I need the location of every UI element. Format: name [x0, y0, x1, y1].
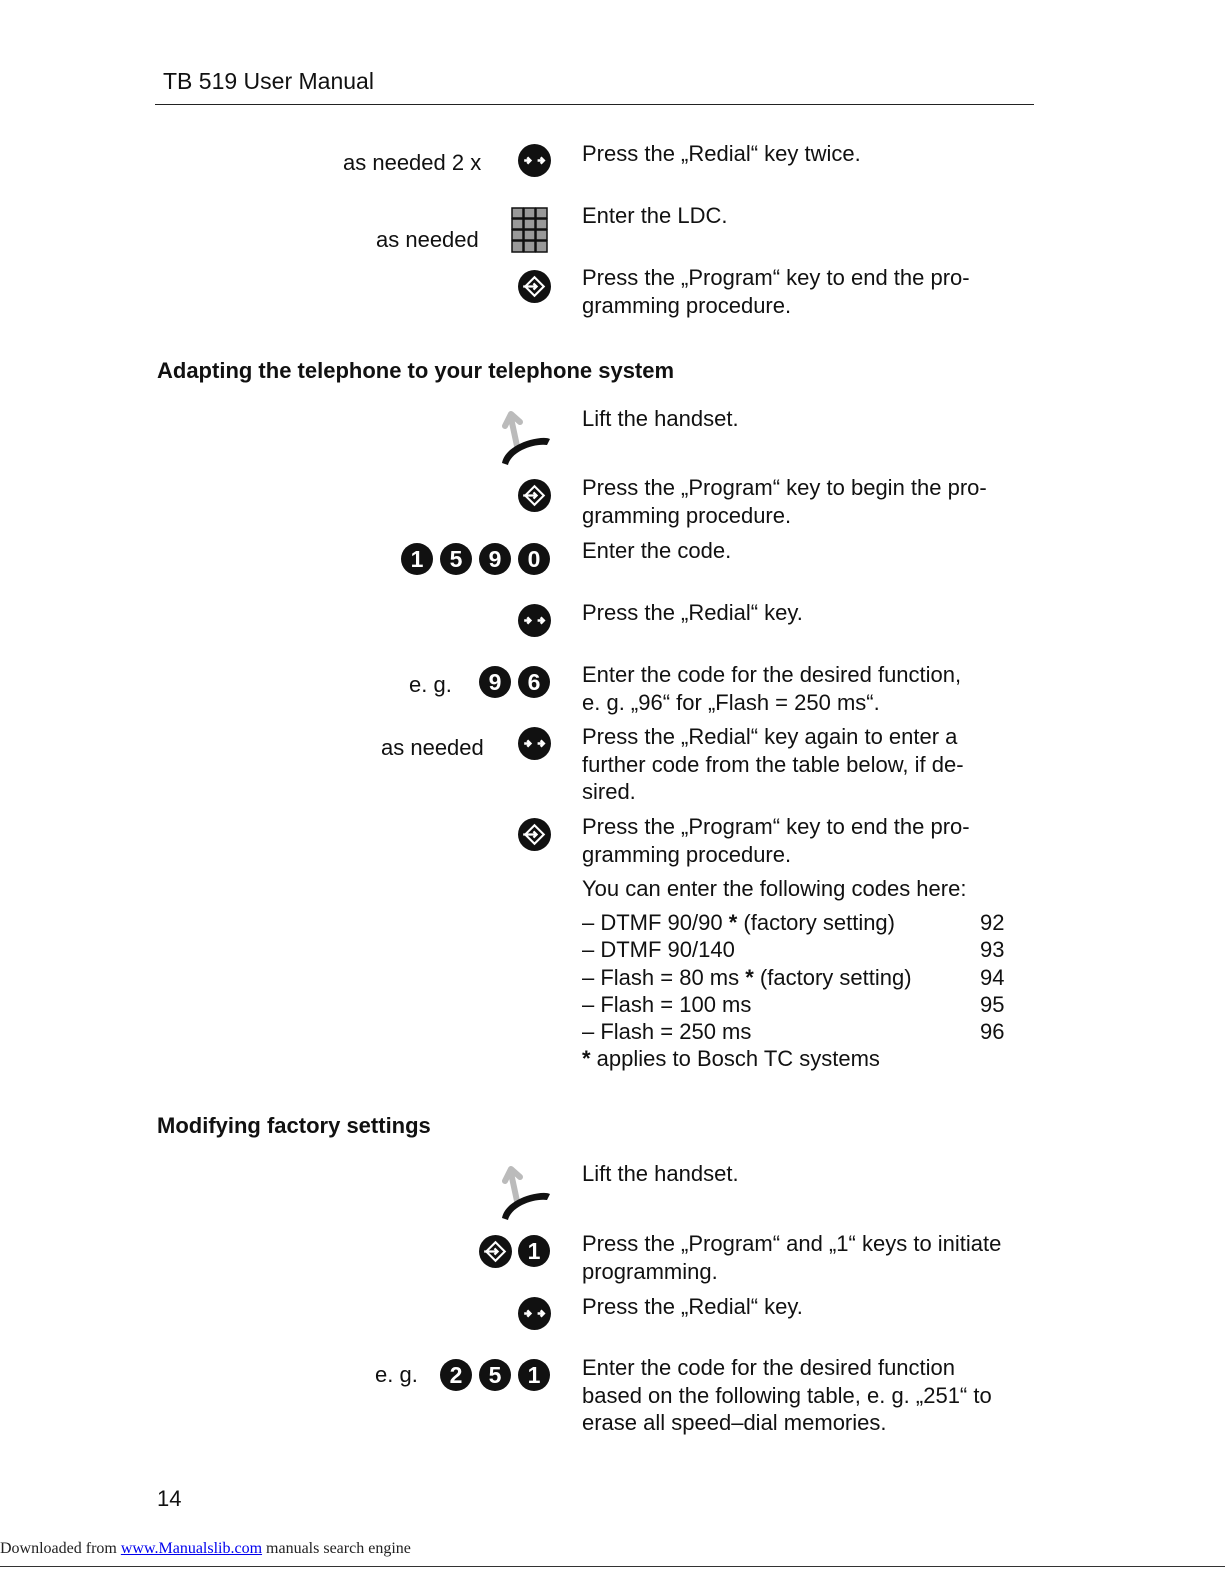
- step-press-redial: Press the „Redial“ key.: [582, 600, 803, 625]
- digit-key-6: 6: [518, 666, 550, 698]
- program-key-icon: [518, 479, 551, 512]
- codes-intro: You can enter the following codes here:: [582, 876, 967, 901]
- keypad-icon: [511, 207, 548, 254]
- digit-key-5: 5: [440, 543, 472, 575]
- step-enter-code: Enter the code.: [582, 538, 732, 563]
- code-value: 93: [980, 937, 1005, 963]
- step-enter-function-code: Enter the code for the desired function based on the following table, e. g. „251“ to erase all speed–dial memories.: [582, 1355, 992, 1435]
- section-heading-adapting: Adapting the telephone to your telephone system: [157, 358, 675, 383]
- code-value: 96: [980, 1019, 1005, 1045]
- footer-divider: [0, 1566, 1225, 1567]
- codes-footnote: * applies to Bosch TC systems: [582, 1046, 880, 1072]
- step-begin-programming: Press the „Program“ key to begin the pro- gramming procedure.: [582, 475, 987, 528]
- code-row: – Flash = 250 ms 96: [582, 1019, 1005, 1045]
- redial-key-icon: [518, 727, 551, 760]
- as-needed-label: as needed: [381, 735, 484, 760]
- step-end-programming: Press the „Program“ key to end the pro- gramming procedure.: [582, 814, 970, 867]
- page-number: 14: [157, 1486, 182, 1511]
- header-divider: [155, 104, 1034, 105]
- manualslib-link[interactable]: www.Manualslib.com: [120, 1540, 263, 1557]
- step-press-redial: Press the „Redial“ key.: [582, 1294, 803, 1319]
- code-row: – DTMF 90/90 * (factory setting) 92: [582, 910, 1005, 935]
- code-row: – Flash = 80 ms * (factory setting) 94: [582, 964, 1005, 990]
- digit-key-5: 5: [479, 1359, 511, 1391]
- document-title: TB 519 User Manual: [163, 68, 374, 94]
- step-redial-twice: Press the „Redial“ key twice.: [582, 141, 861, 166]
- code-value: 95: [980, 991, 1005, 1017]
- step-end-programming: Press the „Program“ key to end the pro- gramming procedure.: [582, 265, 970, 318]
- step-lift-handset: Lift the handset.: [582, 1161, 739, 1186]
- step-initiate-programming: Press the „Program“ and „1“ keys to initiate programming.: [582, 1231, 1002, 1284]
- download-footer: Downloaded from www.Manualslib.com manuals search engine: [0, 1540, 411, 1557]
- digit-key-1: 1: [518, 1359, 550, 1391]
- as-needed-label: as needed: [376, 227, 479, 252]
- code-row: – DTMF 90/140 93: [582, 937, 1005, 963]
- digit-key-9: 9: [479, 666, 511, 698]
- digit-key-1: 1: [401, 543, 433, 575]
- program-key-icon: [518, 818, 551, 851]
- redial-key-icon: [518, 144, 551, 177]
- digit-key-1: 1: [518, 1235, 550, 1267]
- digit-key-2: 2: [440, 1359, 472, 1391]
- code-row: – Flash = 100 ms 95: [582, 991, 1005, 1017]
- code-value: 92: [980, 910, 1005, 935]
- section-heading-factory-settings: Modifying factory settings: [157, 1113, 431, 1138]
- step-enter-ldc: Enter the LDC.: [582, 203, 728, 228]
- example-label: e. g.: [409, 672, 452, 697]
- as-needed-2x-label: as needed 2 x: [343, 150, 482, 175]
- lift-handset-icon: [500, 408, 555, 468]
- program-key-icon: [479, 1235, 512, 1268]
- example-label: e. g.: [375, 1362, 418, 1387]
- step-redial-again: Press the „Redial“ key again to enter a further code from the table below, if de- sired.: [582, 724, 964, 804]
- lift-handset-icon: [500, 1163, 555, 1223]
- program-key-icon: [518, 270, 551, 303]
- code-value: 94: [980, 964, 1005, 990]
- redial-key-icon: [518, 604, 551, 637]
- digit-key-0: 0: [518, 543, 550, 575]
- redial-key-icon: [518, 1297, 551, 1330]
- step-enter-function-code: Enter the code for the desired function, e. g. „96“ for „Flash = 250 ms“.: [582, 662, 962, 715]
- codes-list: [582, 909, 1012, 1073]
- step-lift-handset: Lift the handset.: [582, 406, 739, 431]
- digit-key-9: 9: [479, 543, 511, 575]
